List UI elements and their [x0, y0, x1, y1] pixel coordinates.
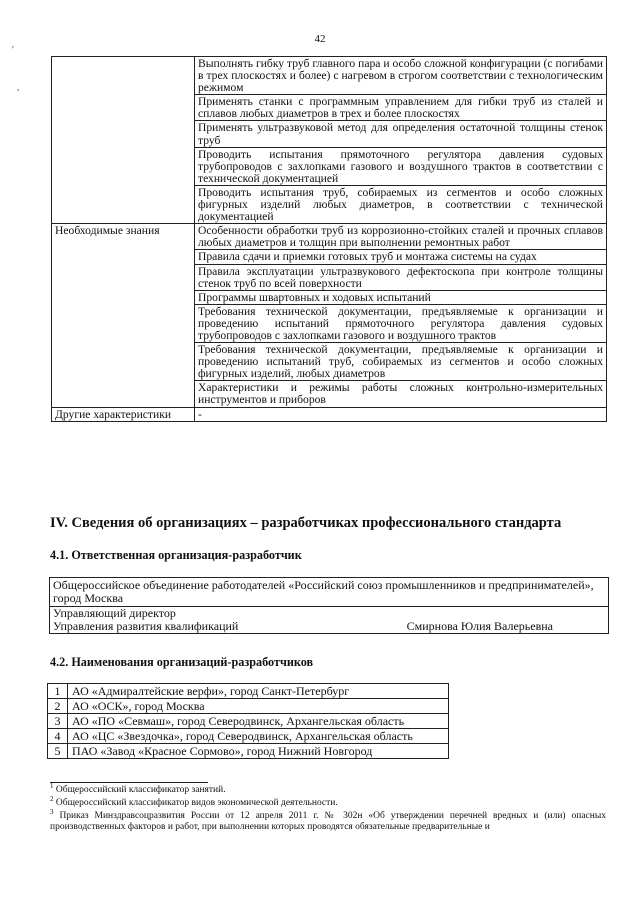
subsection-heading-developers: 4.2. Наименования организаций-разработчиков — [50, 655, 314, 669]
skills-category-label: Необходимые знания — [52, 224, 195, 407]
skills-item: - — [195, 407, 607, 421]
margin-mark: ' — [12, 45, 14, 56]
skills-table — [51, 56, 607, 422]
organization-name: Общероссийское объединение работодателей «Российский союз промышленников и предпринимателей», город Москва — [50, 578, 608, 607]
footnote-mark: 1 — [50, 781, 54, 790]
subsection-heading-responsible: 4.1. Ответственная организация-разработчик — [50, 548, 302, 562]
position-line: Управляющий директор — [53, 606, 176, 620]
skills-item: Правила эксплуатации ультразвукового дефектоскопа при контроле толщины стенок труб по всей поверхности — [195, 264, 607, 290]
developer-name: АО «Адмиралтейские верфи», город Санкт-Петербург — [68, 684, 449, 699]
skills-item: Выполнять гибку труб главного пара и особо сложной конфигурации (с погибами в трех плоскостях и более) с нагревом в строгом соответствии с технологическим режимом — [195, 57, 607, 95]
footnote-separator — [50, 782, 208, 783]
position-department: Управления развития квалификаций — [53, 619, 239, 633]
skills-row — [52, 224, 607, 250]
footnote-text: Общероссийский классификатор занятий. — [53, 785, 226, 795]
skills-item: Применять ультразвуковой метод для определения остаточной толщины стенок труб — [195, 121, 607, 147]
skills-item: Проводить испытания труб, собираемых из сегментов и особо сложных фигурных изделий любых диаметров, в соответствии с технической документацией — [195, 185, 607, 223]
signature-line — [50, 620, 608, 633]
footnote — [50, 807, 606, 833]
skills-item: Требования технической документации, предъявляемые к организации и проведению испытаний труб, собираемых из сегментов и особо сложных фигурных изделий, любых диаметров — [195, 343, 607, 381]
skills-category-label — [52, 57, 195, 224]
developer-name: АО «ПО «Севмаш», город Северодвинск, Архангельская область — [68, 714, 449, 729]
developer-number: 1 — [48, 684, 68, 699]
developers-table — [47, 683, 449, 759]
skills-item: Программы швартовных и ходовых испытаний — [195, 290, 607, 304]
footnote-text: Приказ Минздравсоцразвития России от 12 апреля 2011 г. № 302н «Об утверждении перечней вредных и (или) опасных производственных факторов и работ, при выполнении которых проводятся обязательные предварительные и — [50, 811, 606, 832]
skills-category-label: Другие характеристики — [52, 407, 195, 421]
skills-item: Характеристики и режимы работы сложных контрольно-измерительных инструментов и приборов — [195, 381, 607, 407]
footnotes — [50, 781, 606, 835]
skills-item: Правила сдачи и приемки готовых труб и монтажа системы на судах — [195, 250, 607, 264]
developer-row — [48, 714, 449, 729]
skills-item: Особенности обработки труб из коррозионно-стойких сталей и прочных сплавов любых диаметров и толщин при выполнении ремонтных работ — [195, 224, 607, 250]
footnote-mark: 3 — [50, 807, 54, 816]
developer-name: ПАО «Завод «Красное Сормово», город Нижний Новгород — [68, 744, 449, 759]
developer-row — [48, 699, 449, 714]
developer-row — [48, 744, 449, 759]
developer-number: 3 — [48, 714, 68, 729]
developer-row — [48, 729, 449, 744]
footnote-text: Общероссийский классификатор видов экономической деятельности. — [53, 798, 338, 808]
developer-name: АО «ЦС «Звездочка», город Северодвинск, Архангельская область — [68, 729, 449, 744]
developer-name: АО «ОСК», город Москва — [68, 699, 449, 714]
skills-item: Проводить испытания прямоточного регулятора давления судовых трубопроводов с захлопками газового и воздушного трактов в соответствии с технической документацией — [195, 147, 607, 185]
page-number: 42 — [314, 33, 326, 45]
margin-mark: , — [17, 82, 20, 92]
skills-item: Требования технической документации, предъявляемые к организации и проведению испытаний прямоточного регулятора давления судовых трубопроводов с захлопками газового и воздушного трактов — [195, 304, 607, 342]
skills-item: Применять станки с программным управлением для гибки труб из сталей и сплавов любых диаметров в трех и более плоскостях — [195, 95, 607, 121]
developer-row — [48, 684, 449, 699]
responsible-person: Смирнова Юлия Валерьевна — [406, 619, 553, 633]
skills-row — [52, 57, 607, 95]
developer-number: 2 — [48, 699, 68, 714]
developer-number: 5 — [48, 744, 68, 759]
footnote — [50, 781, 606, 796]
footnote — [50, 794, 606, 809]
developer-number: 4 — [48, 729, 68, 744]
skills-row — [52, 407, 607, 421]
section-heading: IV. Сведения об организациях – разработчиках профессионального стандарта — [50, 515, 562, 531]
responsible-organization-box — [49, 577, 609, 634]
footnote-mark: 2 — [50, 794, 54, 803]
